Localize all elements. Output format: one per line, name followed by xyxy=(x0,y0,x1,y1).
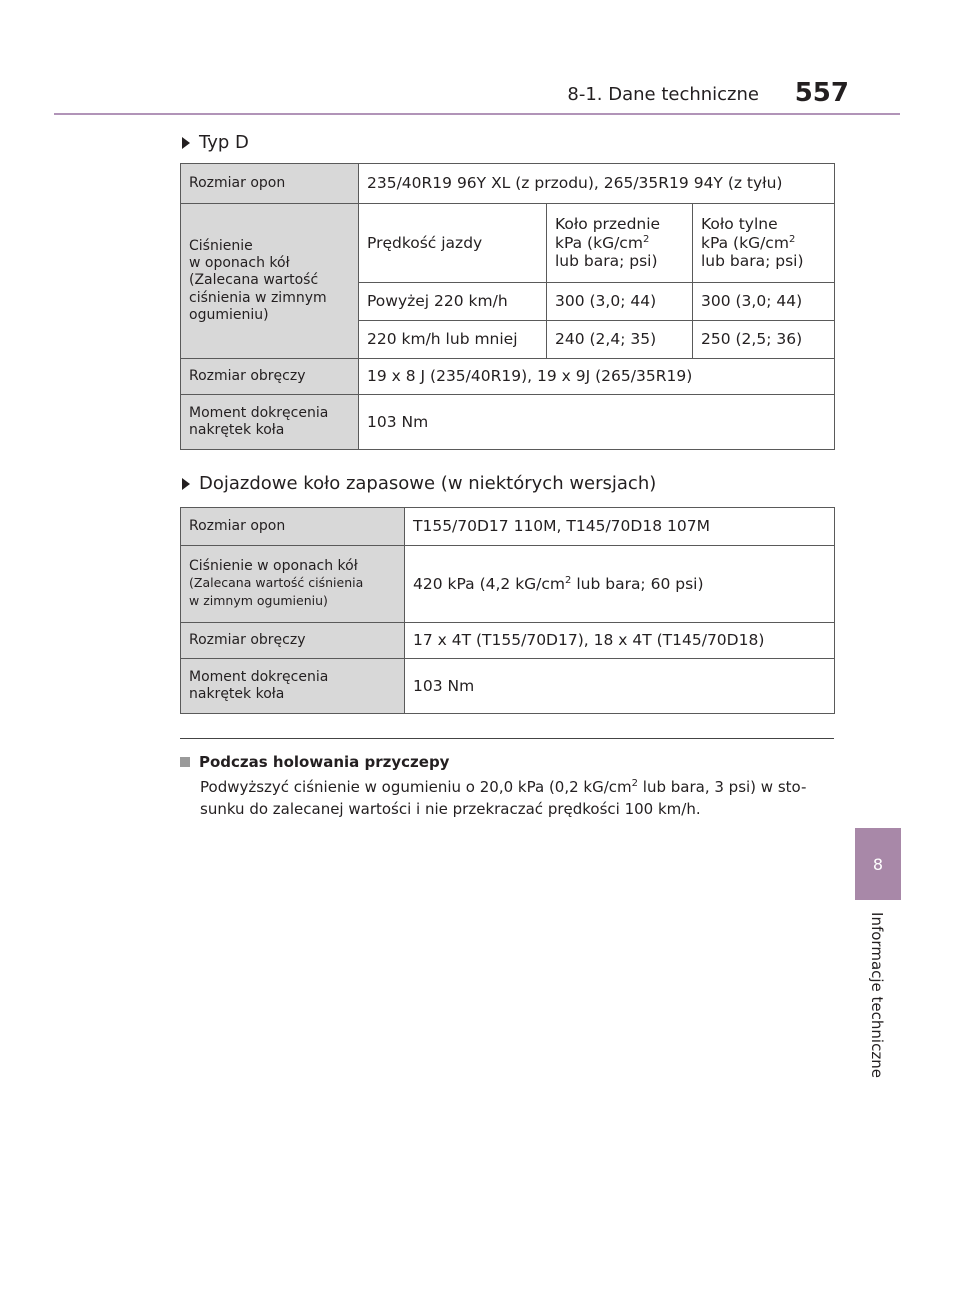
note-title xyxy=(180,753,449,771)
pressure-label xyxy=(181,546,405,623)
triangle-bullet-icon xyxy=(182,137,190,149)
header-line: lub bara; psi) xyxy=(555,252,658,271)
table-row xyxy=(181,623,835,659)
superscript: 2 xyxy=(788,233,796,245)
chapter-number: 8 xyxy=(872,854,884,874)
section-heading-typ-d xyxy=(182,132,249,153)
table-row xyxy=(181,546,835,623)
section-heading-text: Dojazdowe koło zapasowe (w niektórych wersjach) xyxy=(199,473,657,494)
section-heading-text: Typ D xyxy=(199,132,249,153)
pressure-label xyxy=(181,204,359,359)
rear-wheel-header xyxy=(693,204,835,283)
rear-pressure-cell: 300 (3,0; 44) xyxy=(693,283,835,321)
pressure-label-line: Ciśnienie xyxy=(189,238,253,255)
spare-wheel-table xyxy=(180,507,835,714)
header-line: Koło przednie xyxy=(555,214,661,233)
front-pressure-cell: 240 (2,4; 35) xyxy=(547,321,693,359)
table-row xyxy=(181,164,835,204)
rear-pressure-cell: 250 (2,5; 36) xyxy=(693,321,835,359)
tire-size-label: Rozmiar opon xyxy=(181,164,359,204)
tire-size-value: 235/40R19 96Y XL (z przodu), 265/35R19 94Y (z tyłu) xyxy=(359,164,835,204)
speed-header: Prędkość jazdy xyxy=(359,204,547,283)
table-row xyxy=(181,395,835,450)
superscript: 2 xyxy=(642,233,650,245)
pressure-label-line: Ciśnienie w oponach kół xyxy=(189,558,358,575)
tire-size-label: Rozmiar opon xyxy=(181,508,405,546)
tire-size-value: T155/70D17 110M, T145/70D18 107M xyxy=(405,508,835,546)
superscript: 2 xyxy=(631,778,639,789)
value-text: 420 kPa (4,2 kG/cm xyxy=(413,574,566,593)
superscript: 2 xyxy=(565,574,572,586)
table-row xyxy=(181,659,835,714)
header-rule xyxy=(54,113,900,115)
rim-size-label: Rozmiar obręczy xyxy=(181,623,405,659)
chapter-tab xyxy=(855,828,901,900)
note-body xyxy=(200,776,836,820)
rim-size-value: 17 x 4T (T155/70D17), 18 x 4T (T145/70D18) xyxy=(405,623,835,659)
square-bullet-icon xyxy=(180,757,190,767)
value-text: lub bara; 60 psi) xyxy=(571,574,704,593)
note-text: lub bara, 3 psi) w sto- xyxy=(638,778,807,796)
table-row xyxy=(181,359,835,395)
torque-label-line: Moment dokręcenia xyxy=(189,404,329,421)
header-line: kPa (kG/cm xyxy=(555,233,643,252)
typ-d-table xyxy=(180,163,835,450)
header-line: lub bara; psi) xyxy=(701,252,804,271)
table-row xyxy=(181,508,835,546)
pressure-value xyxy=(405,546,835,623)
front-wheel-header xyxy=(547,204,693,283)
rim-size-value: 19 x 8 J (235/40R19), 19 x 9J (265/35R19) xyxy=(359,359,835,395)
pressure-label-line: w oponach kół xyxy=(189,255,290,272)
header-line: Koło tylne xyxy=(701,214,778,233)
torque-label xyxy=(181,659,405,714)
header-section-title: 8-1. Dane techniczne xyxy=(567,84,759,105)
note-divider xyxy=(180,738,834,739)
front-pressure-cell: 300 (3,0; 44) xyxy=(547,283,693,321)
triangle-bullet-icon xyxy=(182,478,190,490)
speed-cell: 220 km/h lub mniej xyxy=(359,321,547,359)
note-title-text: Podczas holowania przyczepy xyxy=(199,753,450,771)
note-text: Podwyższyć ciśnienie w ogumieniu o 20,0 kPa (0,2 kG/cm xyxy=(200,778,632,796)
chapter-label xyxy=(864,907,890,1083)
page-number: 557 xyxy=(794,78,849,108)
header-line: kPa (kG/cm xyxy=(701,233,789,252)
pressure-label-line: ciśnienia w zimnym xyxy=(189,289,327,306)
rim-size-label: Rozmiar obręczy xyxy=(181,359,359,395)
pressure-label-line: (Zalecana wartość xyxy=(189,272,319,289)
pressure-label-line: (Zalecana wartość ciśnienia xyxy=(189,575,364,591)
table-row xyxy=(181,204,835,283)
note-text: sunku do zalecanej wartości i nie przekraczać prędkości 100 km/h. xyxy=(200,800,701,818)
torque-label-line: Moment dokręcenia xyxy=(189,668,329,685)
torque-value: 103 Nm xyxy=(359,395,835,450)
chapter-label-text: Informacje techniczne xyxy=(868,912,886,1078)
speed-cell: Powyżej 220 km/h xyxy=(359,283,547,321)
pressure-label-line: w zimnym ogumieniu) xyxy=(189,592,328,608)
torque-label-line: nakrętek koła xyxy=(189,686,285,702)
pressure-label-line: ogumieniu) xyxy=(189,306,269,323)
torque-value: 103 Nm xyxy=(405,659,835,714)
torque-label-line: nakrętek koła xyxy=(189,422,285,438)
torque-label xyxy=(181,395,359,450)
section-heading-spare xyxy=(182,473,656,494)
